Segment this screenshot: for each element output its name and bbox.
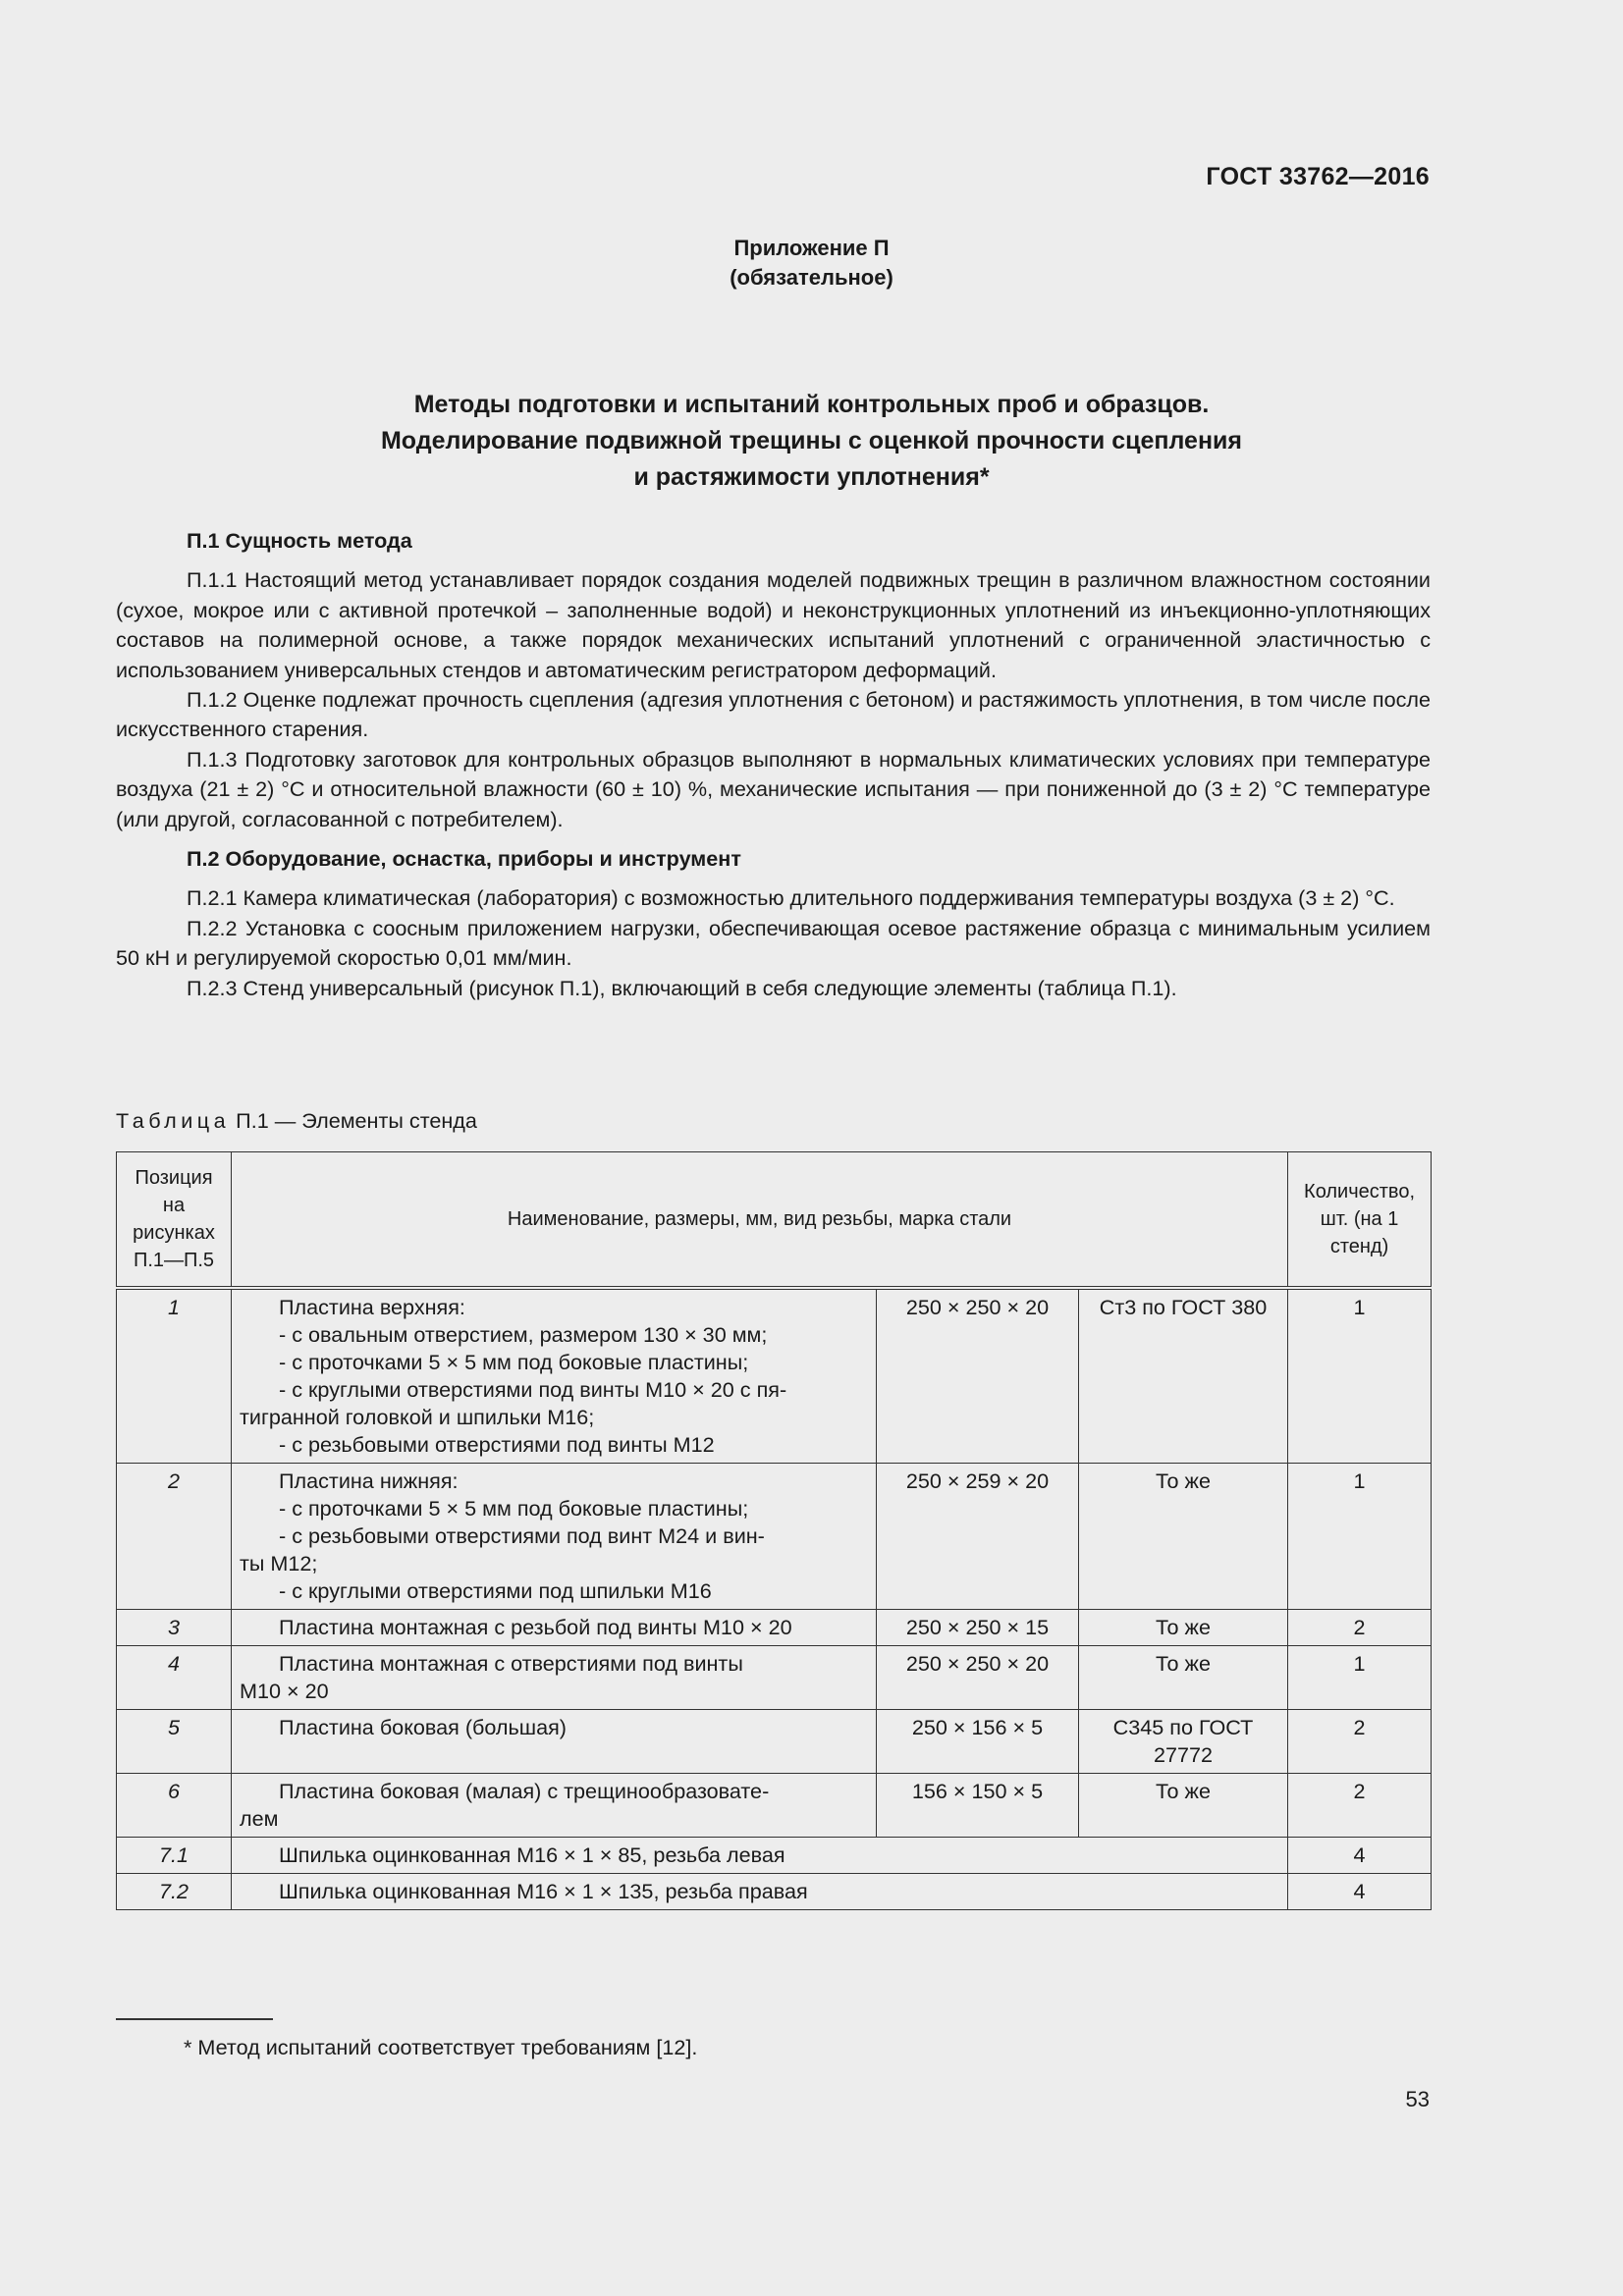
cell-material: То же: [1079, 1774, 1288, 1838]
cell-position: 7.1: [117, 1838, 232, 1874]
footnote: * Метод испытаний соответствует требованиям [12].: [184, 2035, 698, 2059]
cell-position: 7.2: [117, 1874, 232, 1910]
cell-position: 4: [117, 1646, 232, 1710]
cell-name-line: Пластина верхняя:: [279, 1295, 465, 1319]
cell-name-line: Пластина боковая (большая): [279, 1715, 567, 1739]
cell-position: 5: [117, 1710, 232, 1774]
table-header-row: [117, 1152, 1432, 1289]
cell-dimensions: 250 × 156 × 5: [877, 1710, 1079, 1774]
cell-dimensions: 250 × 250 × 15: [877, 1610, 1079, 1646]
title-line-2: Моделирование подвижной трещины с оценкой прочности сцепления: [380, 427, 1242, 454]
cell-dimensions: 156 × 150 × 5: [877, 1774, 1079, 1838]
paragraph-p2-3: П.2.3 Стенд универсальный (рисунок П.1), включающий в себя следующие элементы (таблица П.1).: [187, 975, 1177, 1000]
table-row: [117, 1710, 1432, 1774]
stand-elements-table: [116, 1151, 1432, 1910]
table-row: [117, 1874, 1432, 1910]
table-row: [117, 1464, 1432, 1610]
section-heading-p1: П.1 Сущность метода: [187, 528, 412, 553]
cell-dimensions: 250 × 250 × 20: [877, 1646, 1079, 1710]
cell-quantity: 1: [1288, 1464, 1432, 1610]
cell-name: [232, 1610, 877, 1646]
cell-quantity: 2: [1288, 1610, 1432, 1646]
header-position: Позиция на рисунках П.1—П.5: [117, 1152, 232, 1289]
appendix-label: Приложение П: [733, 236, 890, 260]
header-quantity: Количество, шт. (на 1 стенд): [1288, 1152, 1432, 1289]
cell-name: [232, 1774, 877, 1838]
cell-name-line: - с круглыми отверстиями под шпильки М16: [279, 1578, 712, 1603]
cell-material: То же: [1079, 1646, 1288, 1710]
cell-name-line: М10 × 20: [240, 1679, 329, 1703]
table-caption-text: П.1 — Элементы стенда: [230, 1108, 477, 1133]
cell-material: То же: [1079, 1464, 1288, 1610]
cell-position: 6: [117, 1774, 232, 1838]
cell-name-line: Пластина нижняя:: [279, 1468, 459, 1493]
table-caption: [116, 1108, 477, 1134]
cell-quantity: 1: [1288, 1646, 1432, 1710]
table-row: [117, 1610, 1432, 1646]
paragraph-p1-3: П.1.3 Подготовку заготовок для контрольных образцов выполняют в нормальных климатических условиях при температуре воздуха (21 ± 2) °С и относительной влажности (60 ± 10) %, механические испытания — при пониженной до (3 ± 2) °С температуре (или другой, согласованной с потребителем).: [116, 746, 1431, 831]
cell-name-line: - с проточками 5 × 5 мм под боковые пластины;: [279, 1496, 749, 1521]
cell-position: 2: [117, 1464, 232, 1610]
appendix-status: (обязательное): [730, 265, 893, 290]
body-text: [116, 526, 1431, 1003]
cell-quantity: 4: [1288, 1874, 1432, 1910]
cell-name-line: - с проточками 5 × 5 мм под боковые пластины;: [279, 1350, 749, 1374]
footnote-rule: [116, 2018, 273, 2020]
header-name: Наименование, размеры, мм, вид резьбы, марка стали: [232, 1152, 1288, 1289]
cell-material: То же: [1079, 1610, 1288, 1646]
cell-quantity: 2: [1288, 1774, 1432, 1838]
table-row: [117, 1838, 1432, 1874]
cell-name: [232, 1874, 1288, 1910]
cell-dimensions: 250 × 259 × 20: [877, 1464, 1079, 1610]
cell-name: [232, 1838, 1288, 1874]
cell-name-line: лем: [240, 1806, 279, 1831]
appendix-title: [0, 387, 1623, 496]
cell-position: 1: [117, 1288, 232, 1464]
cell-material: Ст3 по ГОСТ 380: [1079, 1288, 1288, 1464]
page-number: 53: [1405, 2087, 1430, 2111]
cell-name-line: - с резьбовыми отверстиями под винты М12: [279, 1432, 715, 1457]
appendix-heading: [0, 234, 1623, 293]
table-row: [117, 1288, 1432, 1464]
cell-name-line: - с круглыми отверстиями под винты М10 × 20 с пя-: [279, 1377, 787, 1402]
cell-dimensions: 250 × 250 × 20: [877, 1288, 1079, 1464]
section-heading-p2: П.2 Оборудование, оснастка, приборы и инструмент: [187, 846, 741, 872]
cell-quantity: 1: [1288, 1288, 1432, 1464]
paragraph-p1-2: П.1.2 Оценке подлежат прочность сцепления (адгезия уплотнения с бетоном) и растяжимость уплотнения, в том числе после искусственного старения.: [116, 687, 1431, 742]
cell-name: [232, 1288, 877, 1464]
table-caption-word: Таблица: [116, 1108, 231, 1133]
cell-name-line: - с овальным отверстием, размером 130 × 30 мм;: [279, 1322, 768, 1347]
cell-name: [232, 1646, 877, 1710]
document-code: ГОСТ 33762—2016: [1206, 163, 1430, 190]
cell-quantity: 2: [1288, 1710, 1432, 1774]
cell-position: 3: [117, 1610, 232, 1646]
paragraph-p2-2: П.2.2 Установка с соосным приложением нагрузки, обеспечивающая осевое растяжение образца с минимальным усилием 50 кН и регулируемой скоростью 0,01 мм/мин.: [116, 915, 1431, 971]
cell-name-line: Пластина боковая (малая) с трещинообразовате-: [279, 1779, 770, 1803]
table-row: [117, 1774, 1432, 1838]
title-line-1: Методы подготовки и испытаний контрольных проб и образцов.: [413, 391, 1210, 418]
cell-name-line: тигранной головкой и шпильки М16;: [240, 1405, 595, 1429]
cell-name: [232, 1710, 877, 1774]
cell-name-line: Пластина монтажная с отверстиями под винты: [279, 1651, 743, 1676]
cell-quantity: 4: [1288, 1838, 1432, 1874]
cell-name-line: Пластина монтажная с резьбой под винты М10 × 20: [279, 1615, 792, 1639]
cell-material: С345 по ГОСТ 27772: [1079, 1710, 1288, 1774]
paragraph-p2-1: П.2.1 Камера климатическая (лаборатория) с возможностью длительного поддерживания температуры воздуха (3 ± 2) °С.: [187, 885, 1395, 911]
cell-name-line: Шпилька оцинкованная М16 × 1 × 85, резьба левая: [279, 1842, 785, 1867]
title-line-3: и растяжимости уплотнения*: [633, 463, 990, 491]
table-row: [117, 1646, 1432, 1710]
cell-name-line: Шпилька оцинкованная М16 × 1 × 135, резьба правая: [279, 1879, 808, 1903]
cell-name: [232, 1464, 877, 1610]
cell-name-line: ты М12;: [240, 1551, 318, 1575]
cell-name-line: - с резьбовыми отверстиями под винт М24 и вин-: [279, 1523, 765, 1548]
paragraph-p1-1: П.1.1 Настоящий метод устанавливает порядок создания моделей подвижных трещин в различном влажностном состоянии (сухое, мокрое или с активной протечкой – заполненные водой) и неконструкционных уплотнений из инъекционно-уплотняющих составов на полимерной основе, а также порядок механических испытаний уплотнений с ограниченной эластичностью с использованием универсальных стендов и автоматическим регистратором деформаций.: [116, 567, 1431, 682]
